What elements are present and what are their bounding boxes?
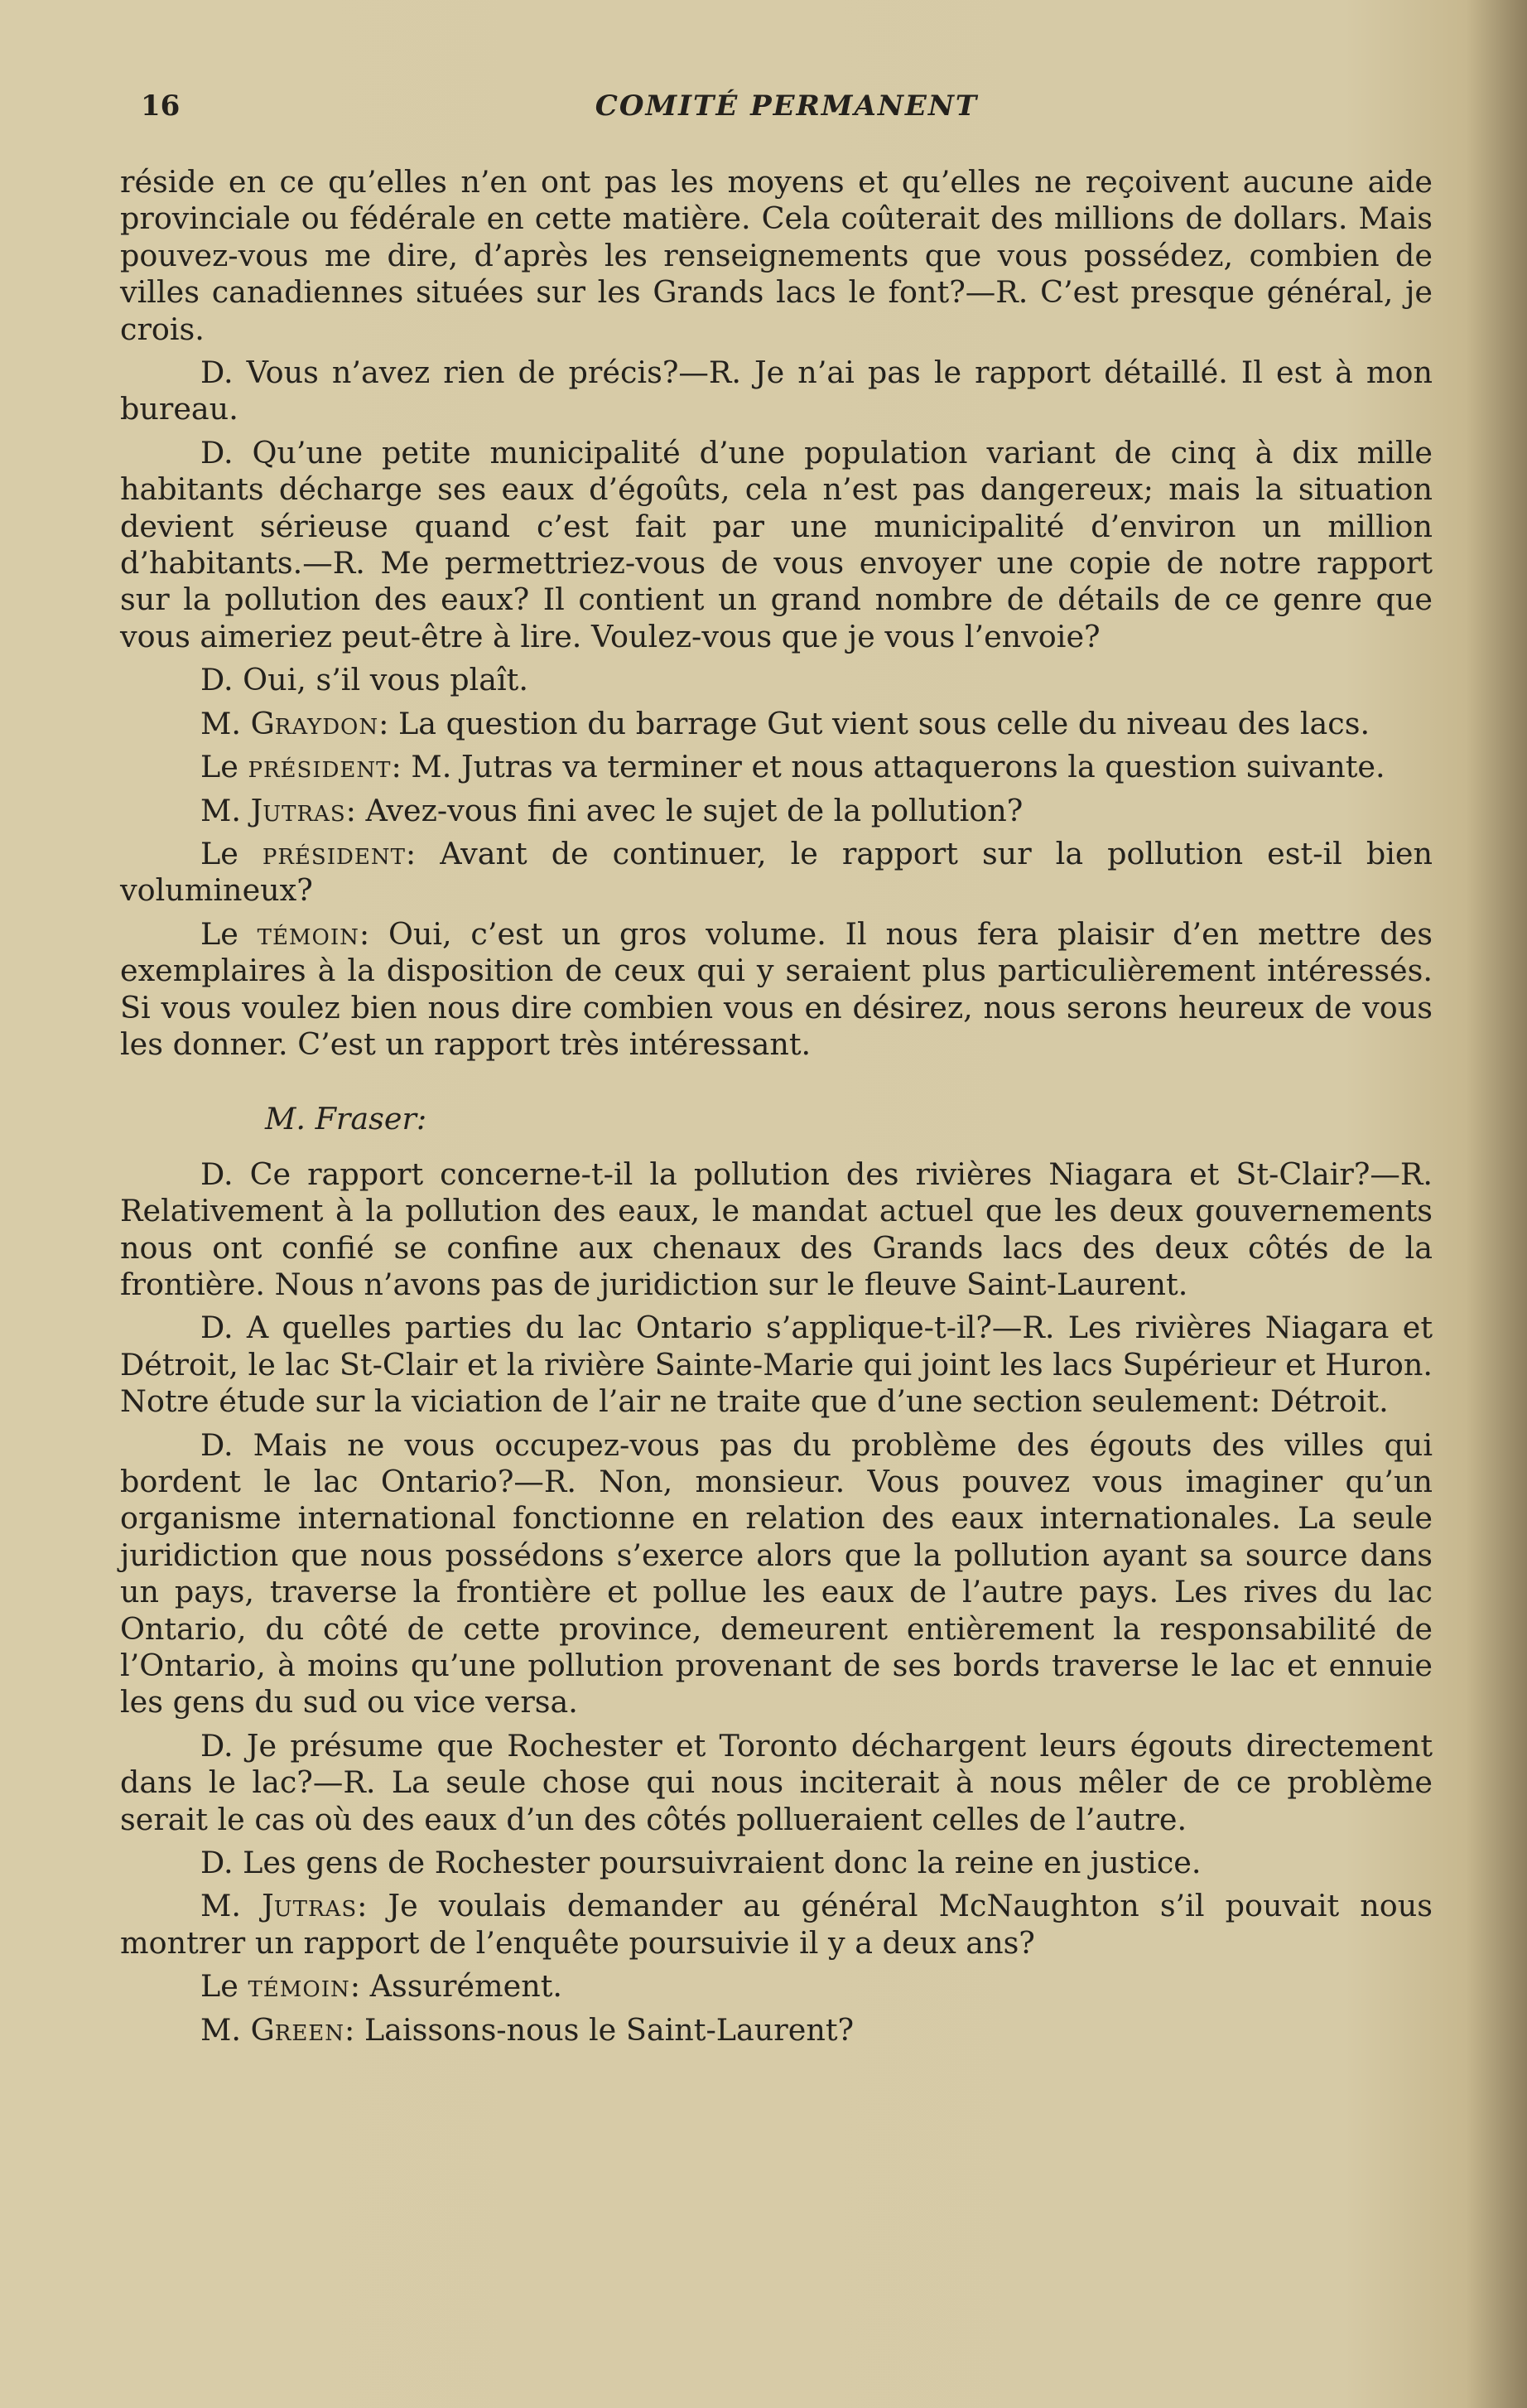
speaker-prefix: M. J (200, 1888, 274, 1924)
speaker-paragraph (120, 1888, 1433, 1962)
speaker-paragraph (120, 706, 1433, 742)
speaker-smallcaps: président (248, 749, 392, 785)
speech-text: : Oui, c’est un gros volume. Il nous fera plaisir d’en mettre des exemplaires à la disposition de ceux qui y seraient plus particulièrement intéressés. Si vous voulez bien nous dire combien vous en désirez, nous serons heureux de vous les donner. C’est un rapport très intéressant. (120, 915, 1433, 1062)
paragraph: D. Qu’une petite municipalité d’une population variant de cinq à dix mille habitants décharge ses eaux d’égoûts, cela n’est pas dangereux; mais la situation devient sérieuse quand c’est fait par une municipalité d’environ un million d’habitants.—R. Me permettriez-vous de vous envoyer une copie de notre rapport sur la pollution des eaux? Il contient un grand nombre de détails de ce genre que vous aimeriez peut-être à lire. Voulez-vous que je vous l’envoie? (120, 434, 1433, 654)
paragraph: D. Oui, s’il vous plaît. (200, 662, 528, 698)
speech-text: : Avez-vous fini avec le sujet de la pollution? (345, 792, 1024, 828)
speaker-smallcaps: utras (263, 792, 346, 828)
speaker-name (200, 749, 392, 784)
paragraph: D. Ce rapport concerne-t-il la pollution des rivières Niagara et St-Clair?—R. Relativement à la pollution des eaux, le mandat actuel que les deux gouvernements nous ont confié se confine aux chenaux des Grands lacs des deux côtés de la frontière. Nous n’avons pas de juridiction sur le fleuve Saint-Laurent. (120, 1156, 1433, 1302)
speech-text: : Laissons-nous le Saint-Laurent? (344, 2011, 855, 2048)
speaker-paragraph (120, 1968, 1433, 2005)
speaker-name (200, 836, 406, 871)
speaker-name (200, 706, 378, 741)
page-number: 16 (141, 89, 181, 123)
speaker-smallcaps: président (262, 835, 406, 871)
page-header (141, 89, 1433, 131)
speaker-name (200, 1888, 357, 1923)
speaker-smallcaps: témoin (248, 1968, 350, 2005)
speaker-paragraph (120, 836, 1433, 910)
speech-text: : Je voulais demander au général McNaughton s’il pouvait nous montrer un rapport de l’enquête poursuivie il y a deux ans? (120, 1888, 1433, 1961)
speaker-prefix: M. J (200, 792, 263, 828)
speaker-name (200, 793, 346, 828)
speech-text: : Assurément. (349, 1968, 563, 2005)
speaker-smallcaps: reen (274, 2011, 345, 2048)
speaker-prefix: M. G (200, 2011, 275, 2048)
speaker-smallcaps: témoin (257, 915, 359, 952)
speaker-paragraph (120, 793, 1433, 829)
paragraph: réside en ce qu’elles n’en ont pas les moyens et qu’elles ne reçoivent aucune aide provinciale ou fédérale en cette matière. Cela coûterait des millions de dollars. Mais pouvez-vous me dire, d’après les renseignements que vous possédez, combien de villes canadiennes situées sur les Grands lacs le font?—R. C’est presque général, je crois. (120, 164, 1433, 347)
paragraph: D. A quelles parties du lac Ontario s’applique-t-il?—R. Les rivières Niagara et Détroit, le lac St-Clair et la rivière Sainte-Marie qui joint les lacs Supérieur et Huron. Notre étude sur la viciation de l’air ne traite que d’une section seulement: Détroit. (120, 1310, 1433, 1420)
paragraph: D. Mais ne vous occupez-vous pas du problème des égouts des villes qui bordent le lac Ontario?—R. Non, monsieur. Vous pouvez vous imaginer qu’un organisme international fonctionne en relation des eaux internationales. La seule juridiction que nous possédons s’exerce alors que la pollution ayant sa source dans un pays, traverse la frontière et pollue les eaux de l’autre pays. Les rives du lac Ontario, du côté de cette province, demeurent entièrement la responsabilité de l’Ontario, à moins qu’une pollution provenant de ses bords traverse le lac et ennuie les gens du sud ou vice versa. (120, 1426, 1433, 1720)
speaker-paragraph (120, 749, 1433, 785)
speaker-name (200, 916, 359, 952)
paragraph: D. Vous n’avez rien de précis?—R. Je n’ai pas le rapport détaillé. Il est à mon bureau. (120, 355, 1433, 427)
speaker-prefix: Le (200, 915, 258, 952)
speaker-paragraph (120, 916, 1433, 1064)
speech-text: : M. Jutras va terminer et nous attaquerons la question suivante. (391, 749, 1385, 785)
speaker-name (200, 2012, 344, 2048)
running-title: COMITÉ PERMANENT (595, 89, 979, 123)
speaker-smallcaps: utras (273, 1888, 358, 1924)
speech-text: : La question du barrage Gut vient sous celle du niveau des lacs. (378, 705, 1370, 741)
section-subheading: M. Fraser: (265, 1101, 427, 1137)
speaker-prefix: Le (200, 835, 263, 871)
speaker-prefix: Le (200, 1968, 248, 2005)
speech-text: : Avant de continuer, le rapport sur la pollution est-il bien volumineux? (120, 835, 1433, 909)
body-text (120, 164, 1433, 2055)
speaker-paragraph (120, 2012, 1433, 2048)
speaker-smallcaps: raydon (274, 705, 379, 741)
paragraph: D. Je présume que Rochester et Toronto déchargent leurs égouts directement dans le lac?—R. La seule chose qui nous inciterait à nous mêler de ce problème serait le cas où des eaux d’un des côtés pollueraient celles de l’autre. (120, 1727, 1433, 1837)
speaker-prefix: M. G (200, 705, 275, 741)
paragraph: D. Les gens de Rochester poursuivraient donc la reine en justice. (200, 1845, 1202, 1881)
speaker-name (200, 1968, 350, 2004)
speaker-prefix: Le (200, 749, 248, 785)
